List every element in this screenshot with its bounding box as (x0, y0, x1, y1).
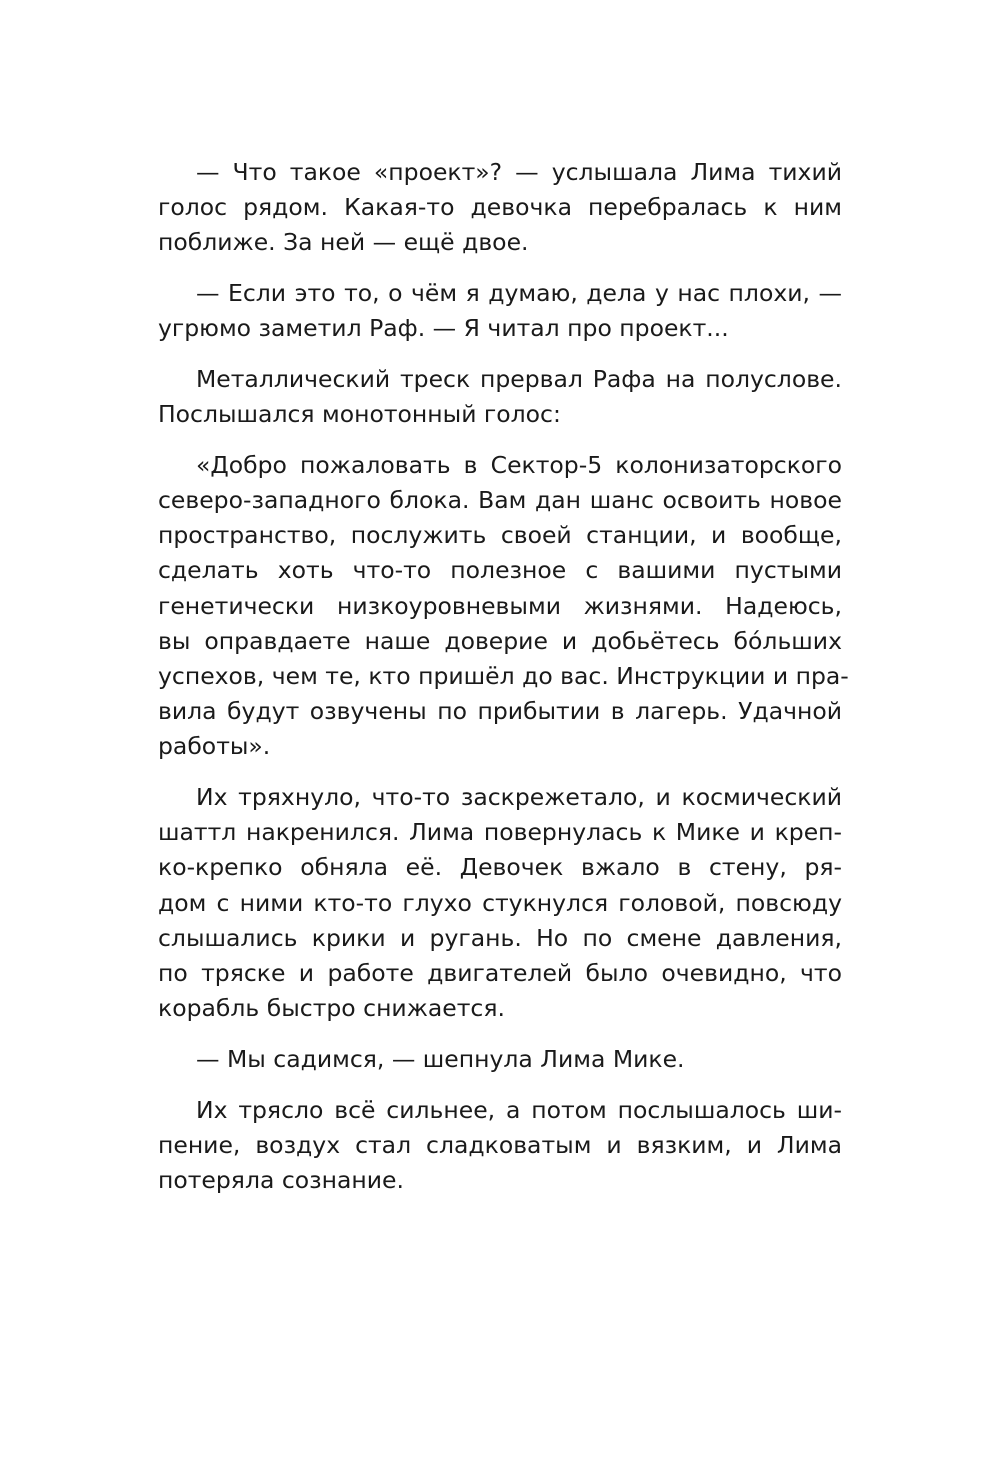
paragraph-5 (158, 780, 842, 1026)
paragraph-1 (158, 155, 842, 261)
text-line: вила будут озвучены по прибытии в лагерь. Удачной (158, 697, 842, 726)
text-line: работы». (158, 732, 271, 761)
text-line: «Добро пожаловать в Сектор-5 колонизаторского (196, 450, 842, 479)
paragraph-6 (158, 1042, 842, 1077)
paragraph-3 (158, 362, 842, 432)
text-line: корабль быстро снижается. (158, 994, 505, 1023)
text-line: северо-западного блока. Вам дан шанс освоить новое (158, 486, 842, 514)
paragraph-4 (158, 448, 849, 765)
text-line: шаттл накренился. Лима повернулась к Мике и креп- (158, 818, 842, 847)
text-line: дом с ними кто-то глухо стукнулся головой, повсюду (158, 888, 842, 917)
text-line: Металлический треск прервал Рафа на полуслове. (196, 364, 842, 393)
paragraph-7 (158, 1093, 842, 1199)
text-line: по тряске и работе двигателей было очевидно, что (158, 958, 842, 987)
text-line: вы оправдаете наше доверие и добьётесь бóльших (158, 626, 842, 655)
text-line: — Если это то, о чём я думаю, дела у нас плохи, — (196, 279, 842, 308)
text-line: слышались крики и ругань. Но по смене давления, (158, 923, 842, 952)
text-line: сделать хоть что-то полезное с вашими пустыми (158, 556, 842, 585)
text-line: генетически низкоуровневыми жизнями. Надеюсь, (158, 591, 842, 620)
text-line: пространство, послужить своей станции, и вообще, (158, 521, 842, 550)
text-line: Их трясло всё сильнее, а потом послышалось ши- (196, 1095, 842, 1124)
text-line: угрюмо заметил Раф. — Я читал про проект... (158, 314, 729, 343)
text-line: потеряла сознание. (158, 1165, 404, 1194)
text-line: голос рядом. Какая-то девочка перебралась к ним (158, 193, 842, 222)
text-line: успехов, чем те, кто пришёл до вас. Инструкции и пра- (158, 661, 849, 690)
text-line: ко-крепко обняла её. Девочек вжало в стену, ря- (158, 853, 842, 882)
text-line: — Мы садимся, — шепнула Лима Мике. (196, 1044, 685, 1073)
text-line: пение, воздух стал сладковатым и вязким, и Лима (158, 1130, 842, 1159)
text-line: — Что такое «проект»? — услышала Лима тихий (196, 158, 842, 186)
text-line: Послышался монотонный голос: (158, 400, 561, 429)
text-line: Их тряхнуло, что-то заскрежетало, и космический (196, 783, 842, 811)
text-line: поближе. За ней — ещё двое. (158, 228, 529, 257)
paragraph-2 (158, 276, 842, 346)
body-text (158, 155, 849, 1214)
